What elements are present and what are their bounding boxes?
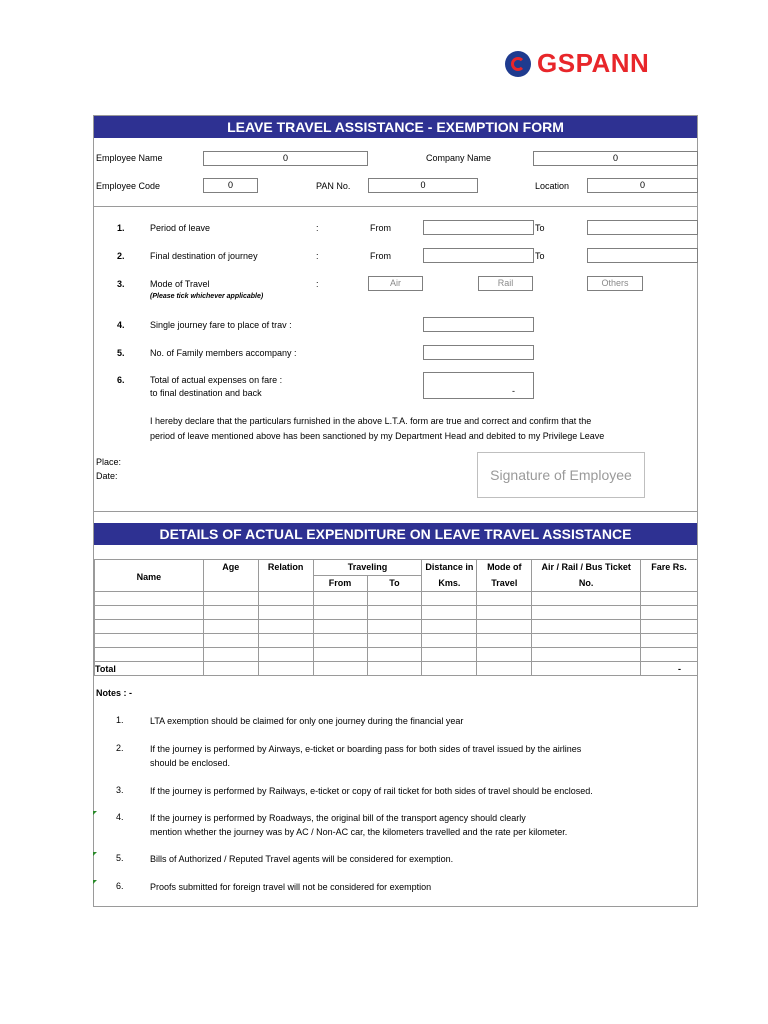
col-traveling: Traveling [313,560,422,576]
details-title-banner [94,523,697,545]
single-fare-label: Single journey fare to place of trav : [150,320,292,330]
cell-comment-marker-icon [93,811,97,815]
note-text: If the journey is performed by Railways, e-ticket or copy of rail ticket for both sides of travel should be enclosed. [150,786,593,796]
form-title-banner [94,116,697,138]
note-text: LTA exemption should be claimed for only one journey during the financial year [150,716,464,726]
leave-to-field[interactable] [587,220,698,235]
col-distance: Distance in Kms. [422,560,477,592]
employee-name-field[interactable]: 0 [203,151,368,166]
item-number: 1. [117,223,125,233]
total-value: - [641,662,698,676]
leave-from-field[interactable] [423,220,534,235]
logo-text: GSPANN [537,48,650,78]
table-row[interactable] [95,634,698,648]
divider [94,511,697,512]
mode-others-option[interactable]: Others [587,276,643,291]
declaration-line-1: I hereby declare that the particulars furnished in the above L.T.A. form are true and correct and confirm that the [150,416,592,426]
destination-from-field[interactable] [423,248,534,263]
date-label: Date: [96,471,118,481]
signature-label: Signature of Employee [490,467,632,483]
total-expenses-field[interactable]: - [423,372,534,399]
item-number: 6. [117,375,125,385]
col-ticket: Air / Rail / Bus Ticket No. [532,560,641,592]
col-mode: Mode of Travel [477,560,532,592]
company-logo [505,48,649,79]
employee-code-field[interactable]: 0 [203,178,258,193]
period-of-leave-label: Period of leave [150,223,211,233]
mode-rail-option[interactable]: Rail [478,276,533,291]
company-name-label: Company Name [426,153,492,163]
from-label: From [370,251,391,261]
note-number: 6. [116,881,124,891]
declaration-line-2: period of leave mentioned above has been sanctioned by my Department Head and debited to my Privilege Leave [150,431,605,441]
note-number: 1. [116,715,124,725]
declaration-text [150,414,698,444]
details-title: DETAILS OF ACTUAL EXPENDITURE ON LEAVE TRAVEL ASSISTANCE [159,526,632,542]
item-number: 5. [117,348,125,358]
mode-air-option[interactable]: Air [368,276,423,291]
location-label: Location [535,181,570,191]
family-members-field[interactable] [423,345,534,360]
final-destination-label: Final destination of journey [150,251,258,261]
total-label: Total [95,662,204,676]
mode-hint: (Please tick whichever applicable) [150,293,264,300]
destination-to-field[interactable] [587,248,698,263]
item-number: 3. [117,279,125,289]
mode-of-travel-label: Mode of Travel [150,279,210,289]
item-number: 4. [117,320,125,330]
table-row[interactable] [95,606,698,620]
colon: : [316,279,319,289]
cell-comment-marker-icon [93,852,97,856]
gspann-logo-icon [505,51,531,77]
col-age: Age [203,560,258,592]
note-text: If the journey is performed by Airways, e-ticket or boarding pass for both sides of travel issued by the airlines should be enclosed. [150,744,582,768]
divider [94,206,697,207]
note-text: If the journey is performed by Roadways, the original bill of the transport agency should clearly mention whether the journey was by AC / Non-AC car, the kilometers travelled and the rate per kilometer. [150,813,568,837]
col-from: From [313,576,367,592]
expenditure-table [94,559,698,676]
pan-field[interactable]: 0 [368,178,478,193]
table-row[interactable] [95,620,698,634]
company-name-field[interactable]: 0 [533,151,698,166]
pan-label: PAN No. [316,181,351,191]
notes-title: Notes : - [96,688,132,698]
colon: : [316,223,319,233]
employee-name-label: Employee Name [96,153,163,163]
col-fare: Fare Rs. [641,560,698,592]
col-name: Name [95,560,204,592]
note-text: Proofs submitted for foreign travel will not be considered for exemption [150,882,432,892]
note-number: 2. [116,743,124,753]
cell-comment-marker-icon [93,880,97,884]
table-row[interactable] [95,648,698,662]
col-to: To [367,576,422,592]
from-label: From [370,223,391,233]
note-number: 4. [116,812,124,822]
item-number: 2. [117,251,125,261]
col-relation: Relation [258,560,313,592]
total-expenses-label-2: to final destination and back [150,388,262,398]
form-title: LEAVE TRAVEL ASSISTANCE - EXEMPTION FORM [227,119,564,135]
family-members-label: No. of Family members accompany : [150,348,297,358]
single-fare-field[interactable] [423,317,534,332]
signature-box[interactable] [477,452,645,498]
colon: : [316,251,319,261]
note-number: 3. [116,785,124,795]
to-label: To [535,223,545,233]
location-field[interactable]: 0 [587,178,698,193]
total-expenses-label: Total of actual expenses on fare : [150,375,283,385]
table-row[interactable] [95,592,698,606]
note-number: 5. [116,853,124,863]
to-label: To [535,251,545,261]
employee-code-label: Employee Code [96,181,161,191]
total-row [95,662,698,676]
place-label: Place: [96,457,122,467]
note-text: Bills of Authorized / Reputed Travel agents will be considered for exemption. [150,854,454,864]
